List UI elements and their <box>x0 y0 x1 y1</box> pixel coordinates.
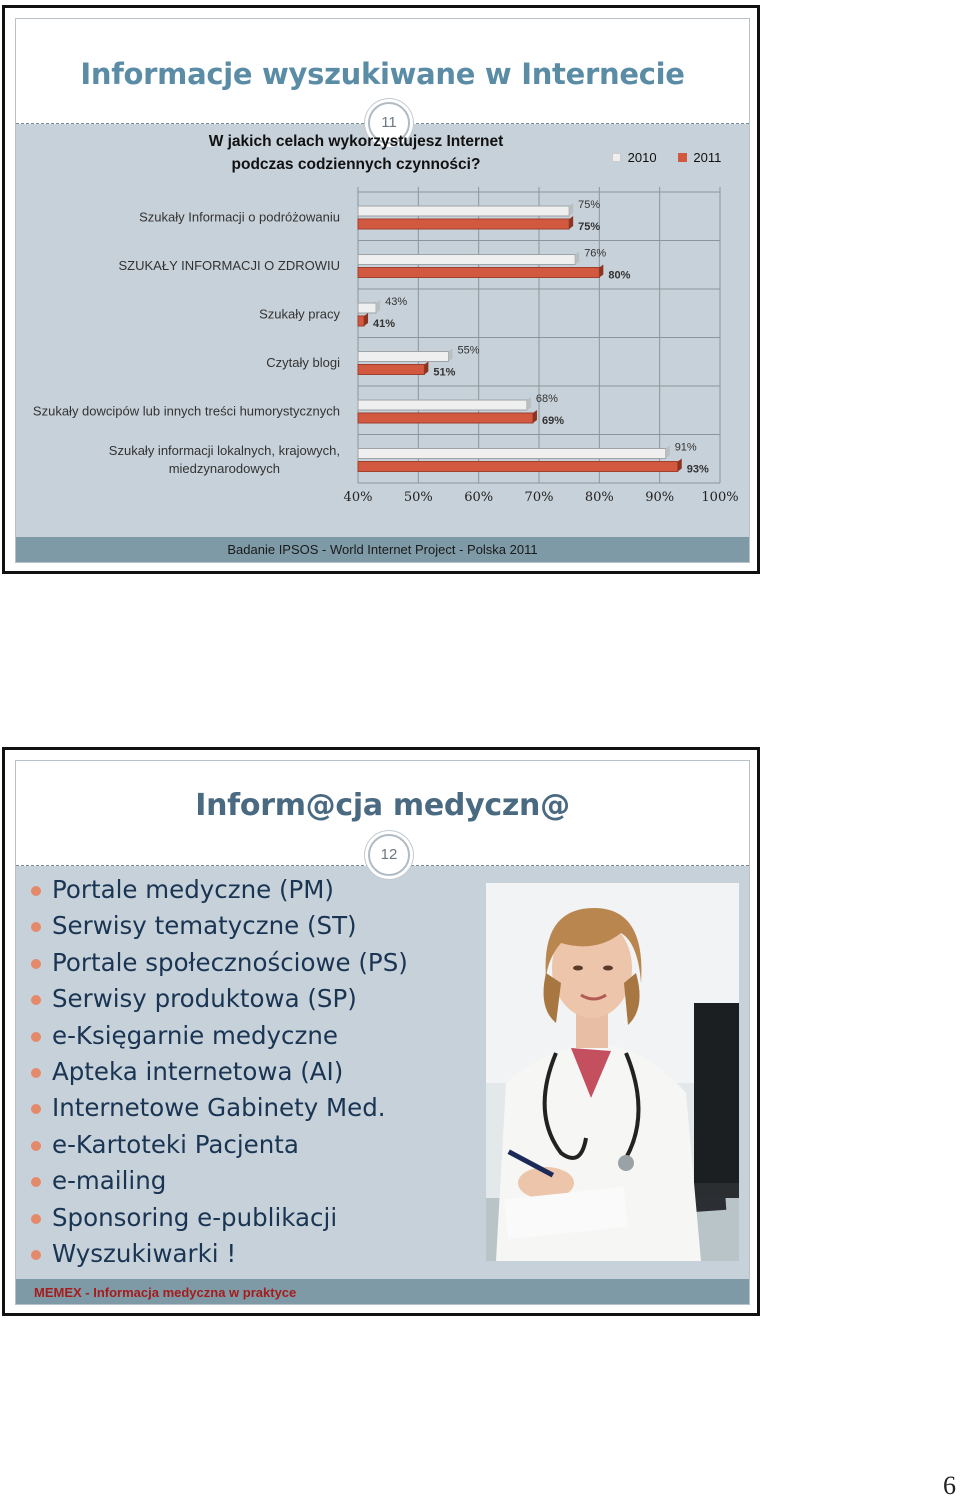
data-label-2010: 76% <box>584 247 607 260</box>
bar-2010 <box>358 303 376 313</box>
bar-side-2011 <box>599 265 603 278</box>
x-tick-label: 60% <box>464 490 494 505</box>
bar-2010 <box>358 206 569 216</box>
x-tick-label: 90% <box>645 490 675 505</box>
data-label-2011: 69% <box>541 415 564 427</box>
bar-side-2011 <box>569 216 573 229</box>
data-label-2011: 75% <box>578 221 601 233</box>
slide-number-badge: 11 <box>368 102 410 144</box>
x-tick-label: 40% <box>343 490 373 505</box>
bar-2011 <box>358 365 424 375</box>
bar-side-2010 <box>527 397 531 410</box>
bar-side-2010 <box>666 446 670 459</box>
bar-side-2011 <box>424 362 428 375</box>
data-label-2011: 80% <box>608 269 631 282</box>
data-label-2011: 41% <box>373 318 396 330</box>
doctor-photo <box>486 883 739 1261</box>
list-item: Portale medyczne (PM) <box>28 873 408 909</box>
bar-side-2010 <box>569 203 573 216</box>
bar-2011 <box>358 219 569 229</box>
list-item: Serwisy produktowa (SP) <box>28 982 408 1018</box>
bar-side-2011 <box>364 313 368 326</box>
data-label-2010: 91% <box>674 441 697 454</box>
list-item: e-Księgarnie medyczne <box>28 1019 408 1055</box>
bar-2010 <box>358 255 575 265</box>
list-item: Serwisy tematyczne (ST) <box>28 909 408 945</box>
footer-caption: MEMEX - Informacja medyczna w praktyce <box>34 1285 297 1300</box>
list-item: Wyszukiwarki ! <box>28 1237 408 1273</box>
bar-2011 <box>358 316 364 326</box>
legend-swatch-2011 <box>678 153 687 162</box>
slide-title: Informacje wyszukiwane w Internecie <box>80 57 685 91</box>
bar-side-2011 <box>533 410 537 423</box>
slide-number-badge: 12 <box>368 834 410 876</box>
category-label: Szukały pracy <box>259 306 340 322</box>
bar-chart <box>0 0 960 580</box>
legend-swatch-2010 <box>612 153 621 162</box>
bar-2010 <box>358 400 527 410</box>
bar-side-2010 <box>449 349 453 362</box>
data-label-2010: 75% <box>578 199 601 211</box>
bar-side-2010 <box>376 300 380 313</box>
category-label: Szukały informacji lokalnych, krajowych, miedzynarodowych <box>108 442 340 476</box>
category-label: SZUKAŁY INFORMACJI O ZDROWIU <box>118 257 340 273</box>
chart-question: W jakich celach wykorzystujesz Internet podczas codziennych czynności? <box>208 133 504 173</box>
list-item: Sponsoring e-publikacji <box>28 1201 408 1237</box>
slide-title: Inform@cja medyczn@ <box>195 788 570 823</box>
list-item: e-mailing <box>28 1164 408 1200</box>
data-label-2010: 68% <box>535 393 558 405</box>
x-tick-label: 80% <box>584 490 614 505</box>
page-number: 6 <box>943 1471 956 1500</box>
category-label: Szukały dowcipów lub innych treści humorystycznych <box>32 403 340 419</box>
category-label: Czytały blogi <box>266 354 340 370</box>
list-item: Apteka internetowa (AI) <box>28 1055 408 1091</box>
x-tick-label: 100% <box>701 490 739 505</box>
list-item: Internetowe Gabinety Med. <box>28 1091 408 1127</box>
data-label-2011: 93% <box>686 463 709 476</box>
data-label-2010: 43% <box>385 296 408 308</box>
data-label-2010: 55% <box>457 344 480 357</box>
bar-2010 <box>358 352 449 362</box>
doctor-illustration <box>486 883 739 1261</box>
bullet-list <box>28 873 408 1273</box>
bar-2011 <box>358 413 533 423</box>
category-label: Szukały Informacji o podróżowaniu <box>139 209 340 225</box>
list-item: Portale społecznościowe (PS) <box>28 946 408 982</box>
footer-source: Badanie IPSOS - World Internet Project - Polska 2011 <box>227 542 538 557</box>
legend-label-2011: 2011 <box>693 150 722 166</box>
bar-2011 <box>358 462 678 472</box>
bar-2011 <box>358 268 599 278</box>
list-item: e-Kartoteki Pacjenta <box>28 1128 408 1164</box>
data-label-2011: 51% <box>433 366 456 379</box>
bar-side-2011 <box>678 459 682 472</box>
chart-legend <box>612 149 721 165</box>
legend-label-2010: 2010 <box>627 150 657 166</box>
x-tick-label: 70% <box>524 490 554 505</box>
bar-side-2010 <box>575 252 579 265</box>
bar-2010 <box>358 449 666 459</box>
x-tick-label: 50% <box>403 490 433 505</box>
